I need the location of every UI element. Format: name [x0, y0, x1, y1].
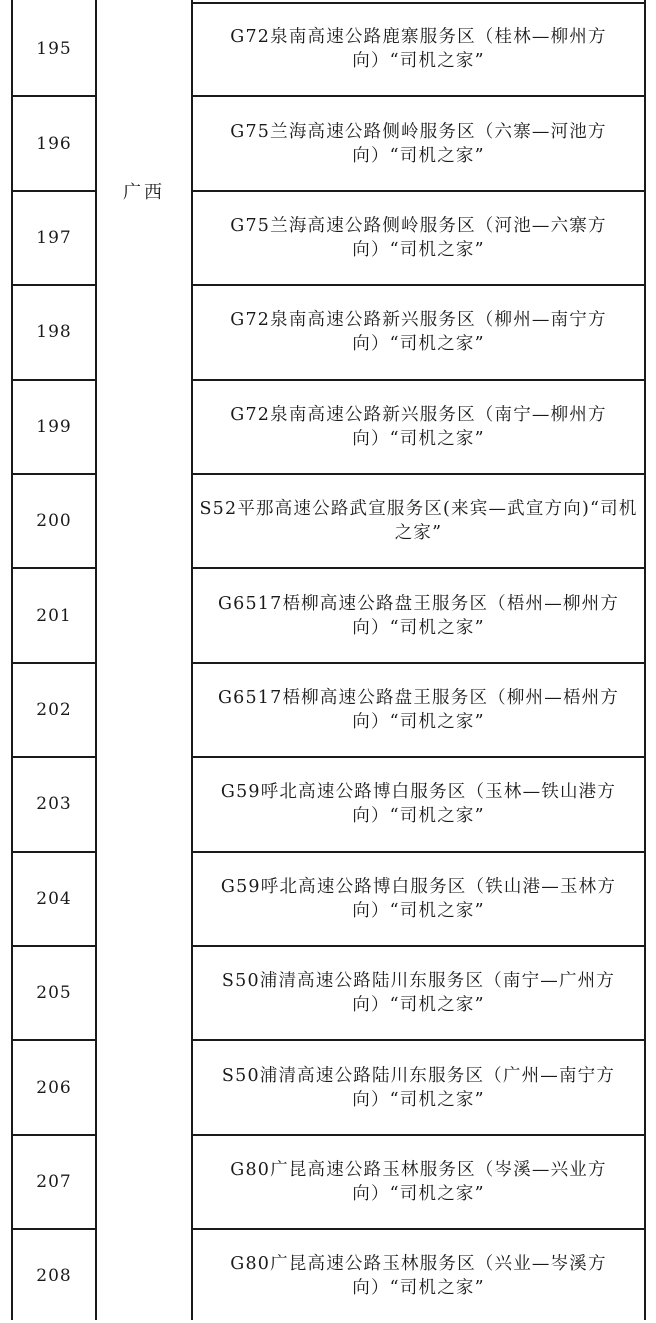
service-area-name: G75兰海高速公路侧岭服务区（六寨—河池方向）“司机之家”: [230, 121, 607, 166]
row-number: 204: [36, 888, 72, 909]
row-number: 199: [36, 416, 72, 437]
service-area-name: G59呼北高速公路博白服务区（铁山港—玉林方向）“司机之家”: [220, 876, 617, 921]
service-area-name: G75兰海高速公路侧岭服务区（河池—六寨方向）“司机之家”: [230, 215, 607, 260]
row-number: 203: [36, 794, 72, 815]
service-area-name: G6517梧柳高速公路盘王服务区（柳州—梧州方向）“司机之家”: [217, 687, 620, 732]
service-area-name: G59呼北高速公路博白服务区（玉林—铁山港方向）“司机之家”: [220, 782, 617, 827]
service-area-name: G6517梧柳高速公路盘王服务区（梧州—柳州方向）“司机之家”: [217, 593, 620, 638]
row-number: 195: [36, 39, 72, 60]
service-area-name: S52平那高速公路武宣服务区(来宾—武宣方向)“司机之家”: [199, 499, 638, 544]
service-area-name: S50浦清高速公路陆川东服务区（南宁—广州方向）“司机之家”: [221, 971, 616, 1016]
row-number: 196: [36, 133, 72, 154]
service-area-name: G72泉南高速公路新兴服务区（柳州—南宁方向）“司机之家”: [230, 310, 607, 355]
table-border-right: [644, 0, 646, 1320]
service-area-name: S50浦清高速公路陆川东服务区（广州—南宁方向）“司机之家”: [221, 1065, 616, 1110]
service-area-name: G72泉南高速公路鹿寨服务区（桂林—柳州方向）“司机之家”: [230, 27, 607, 72]
service-area-name: G80广昆高速公路玉林服务区（兴业—岑溪方向）“司机之家”: [230, 1254, 607, 1299]
row-number: 206: [36, 1077, 72, 1098]
service-area-name: G72泉南高速公路新兴服务区（南宁—柳州方向）“司机之家”: [230, 404, 607, 449]
row-number: 205: [36, 983, 72, 1004]
row-number: 200: [36, 511, 72, 532]
service-area-name: G80广昆高速公路玉林服务区（岑溪—兴业方向）“司机之家”: [230, 1159, 607, 1204]
row-number: 208: [36, 1266, 72, 1287]
row-number: 201: [36, 605, 72, 626]
row-number: 197: [36, 227, 72, 248]
row-number: 198: [36, 322, 72, 343]
row-number: 207: [36, 1171, 72, 1192]
region-cell: 广西: [123, 182, 165, 203]
row-number: 202: [36, 699, 72, 720]
